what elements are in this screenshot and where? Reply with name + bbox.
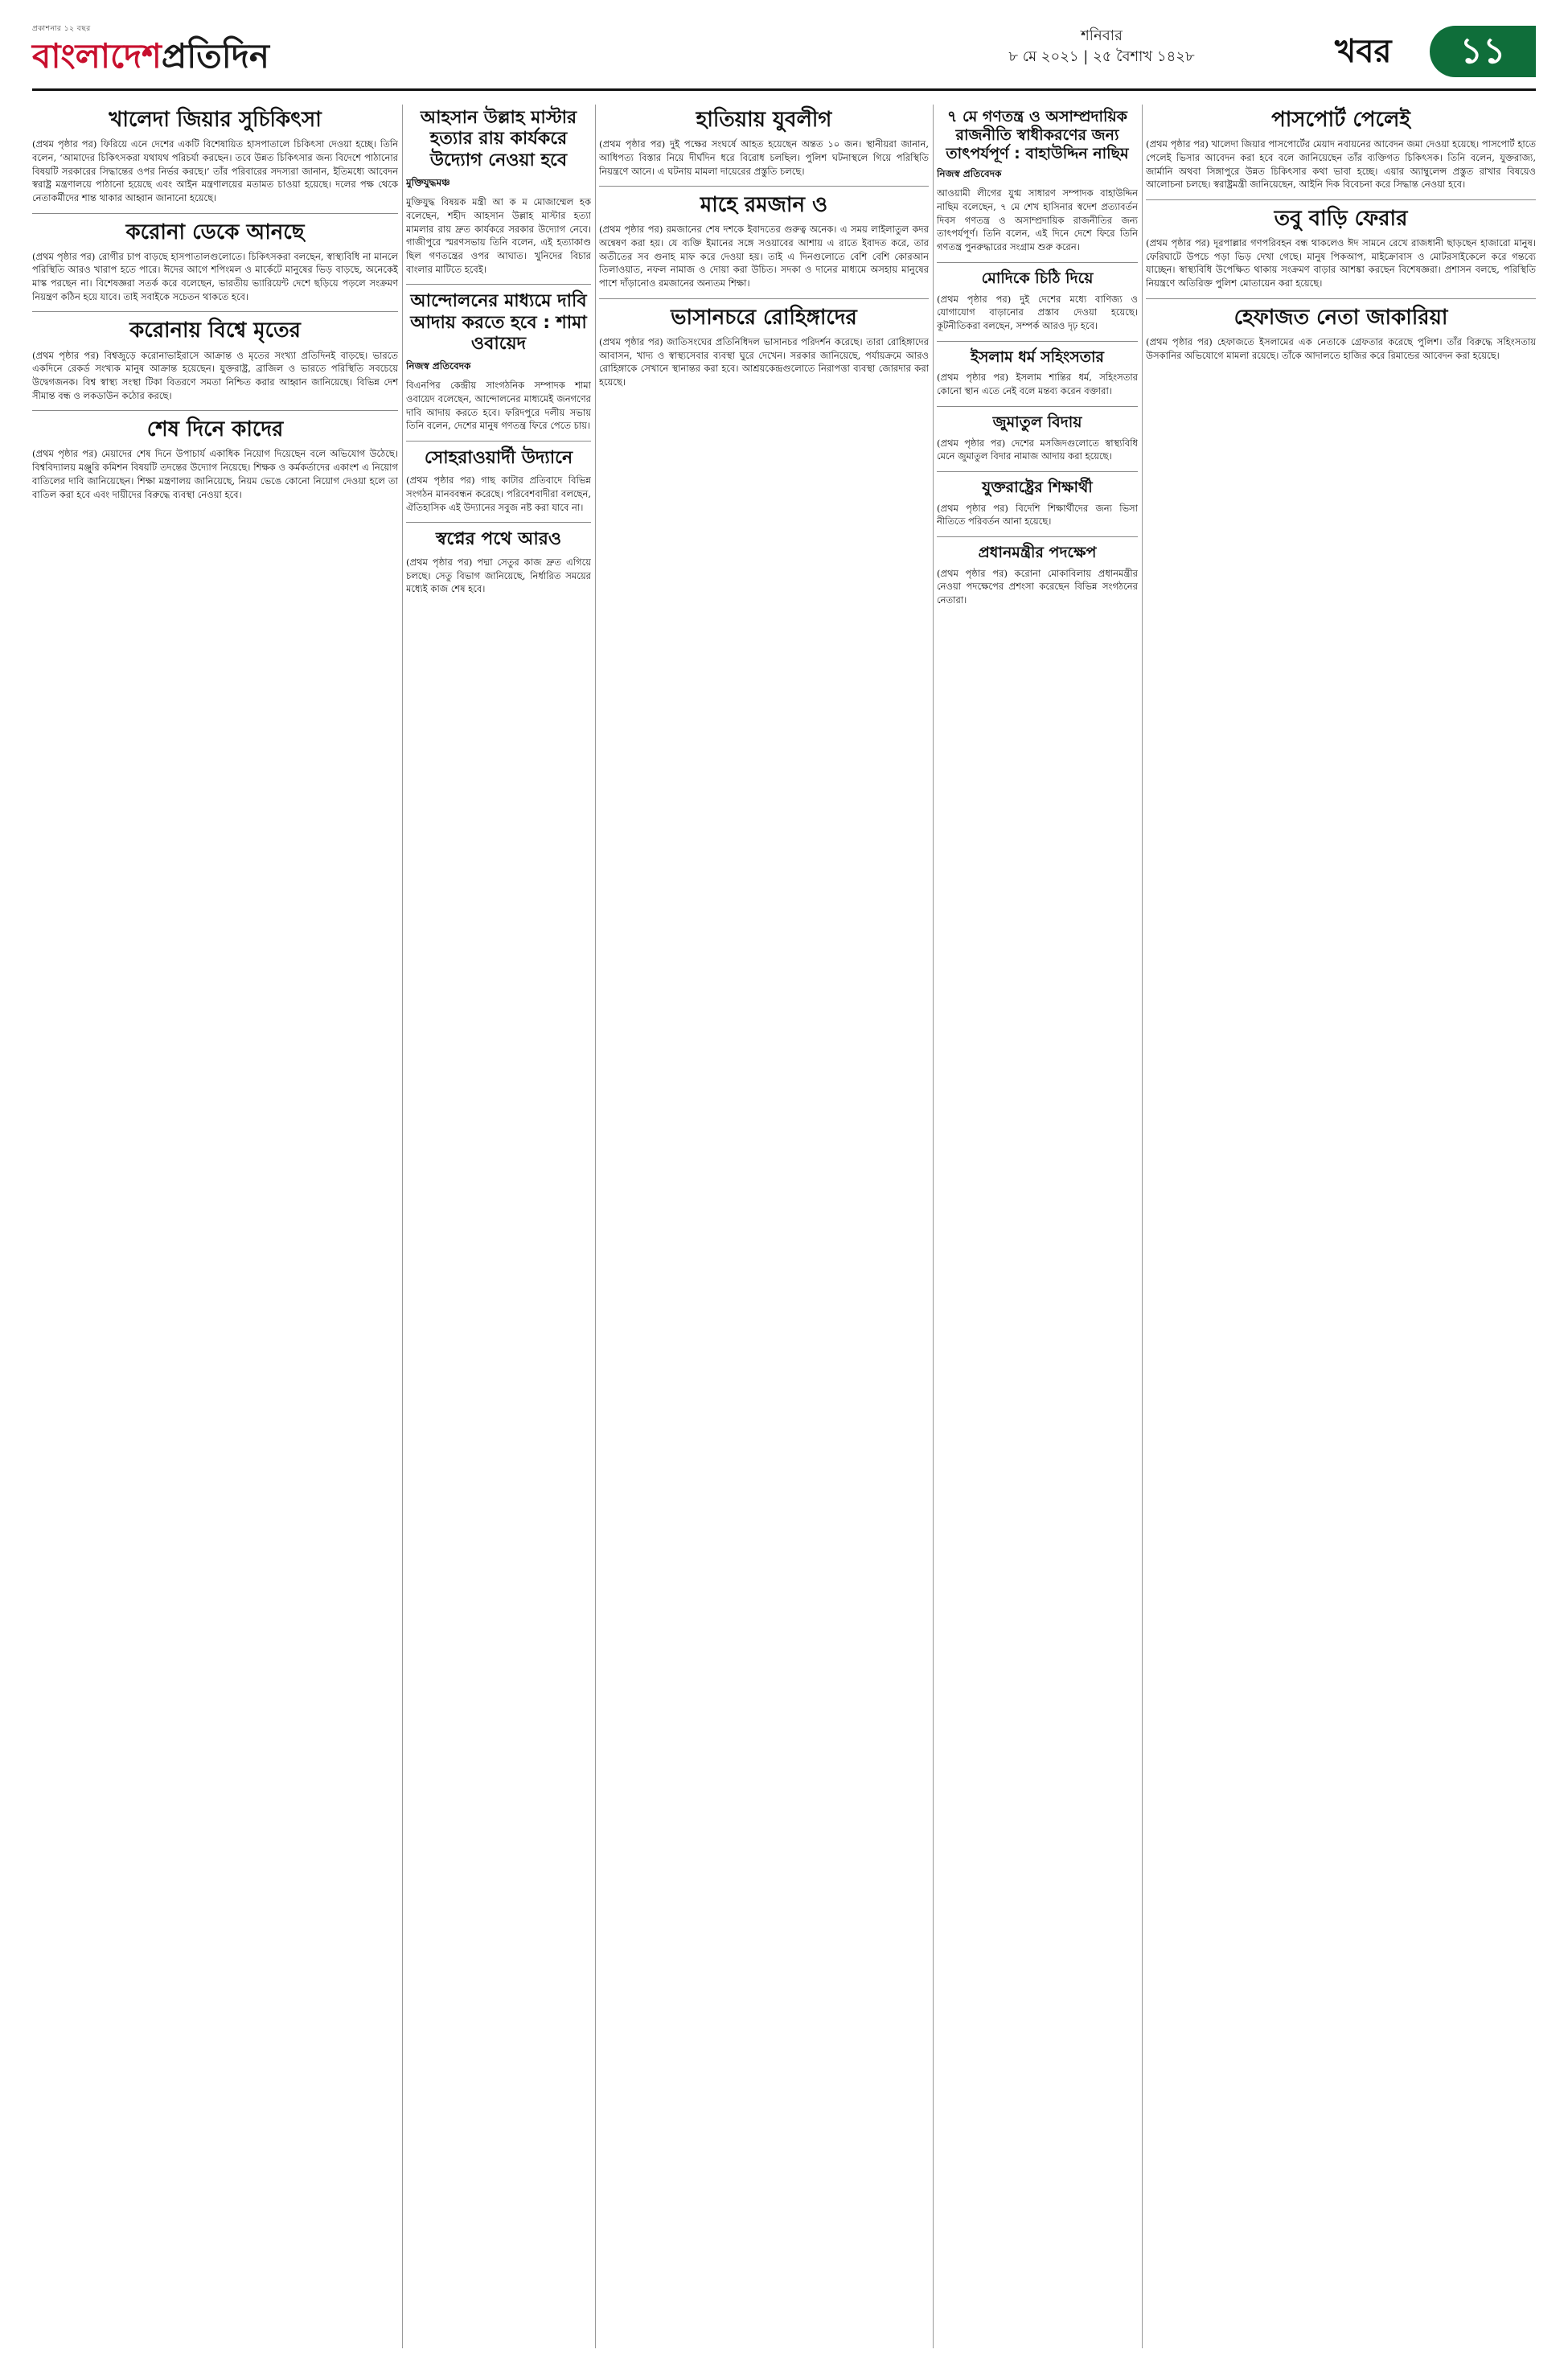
- article-body: (প্রথম পৃষ্ঠার পর) রোগীর চাপ বাড়ছে হাসপাতালগুলোতে। চিকিৎসকরা বলছেন, স্বাস্থ্যবিধি না মানলে পরিস্থিতি আরও খারাপ হতে পারে। ঈদের আগে শপিংমল ও মার্কেটে মানুষের ভিড় বাড়ছে, অনেকেই মাস্ক পরছেন না। বিশেষজ্ঞরা সতর্ক করে বলেছেন, ভারতীয় ভ্যারিয়েন্ট দেশে ছড়িয়ে পড়লে সংক্রমণ নিয়ন্ত্রণ কঠিন হয়ে যাবে। তাই সবাইকে সচেতন থাকতে হবে।: [32, 250, 398, 302]
- article-headline[interactable]: হাতিয়ায় যুবলীগ: [696, 108, 832, 132]
- weekday: শনিবার: [1081, 27, 1123, 44]
- article-headline[interactable]: আহসান উল্লাহ মাস্টার হত্যার রায় কার্যকরে উদ্যোগ নেওয়া হবে: [420, 108, 577, 170]
- article-headline[interactable]: খালেদা জিয়ার সুচিকিৎসা: [109, 108, 322, 132]
- article-headline[interactable]: তবু বাড়ি ফেরার: [1274, 206, 1408, 231]
- article-headline[interactable]: পাসপোর্ট পেলেই: [1271, 108, 1410, 132]
- column-3: [599, 105, 929, 2348]
- article-headline[interactable]: আন্দোলনের মাধ্যমে দাবি আদায় করতে হবে : শামা ওবায়েদ: [410, 291, 587, 354]
- article-byline: নিজস্ব প্রতিবেদক: [937, 168, 1002, 180]
- article-body: (প্রথম পৃষ্ঠার পর) করোনা মোকাবিলায় প্রধানমন্ত্রীর নেওয়া পদক্ষেপের প্রশংসা করেছেন বিভিন্ন সংগঠনের নেতারা।: [937, 567, 1138, 606]
- article-separator: [937, 536, 1138, 537]
- article-body: (প্রথম পৃষ্ঠার পর) পদ্মা সেতুর কাজ দ্রুত এগিয়ে চলছে। সেতু বিভাগ জানিয়েছে, নির্ধারিত সময়ের মধ্যেই কাজ শেষ হবে।: [406, 556, 591, 595]
- article-body: (প্রথম পৃষ্ঠার পর) দুই পক্ষের সংঘর্ষে আহত হয়েছেন অন্তত ১০ জন। স্থানীয়রা জানান, আধিপত্য বিস্তার নিয়ে দীর্ঘদিন ধরে বিরোধ চলছিল। পুলিশ ঘটনাস্থলে গিয়ে পরিস্থিতি নিয়ন্ত্রণে আনে। এ ঘটনায় মামলা দায়েরের প্রস্তুতি চলছে।: [599, 138, 929, 177]
- page-number-badge: ১১: [1430, 26, 1536, 77]
- article-body: বিএনপির কেন্দ্রীয় সাংগঠনিক সম্পাদক শামা ওবায়েদ বলেছেন, আন্দোলনের মাধ্যমেই জনগণের দাবি আদায় করতে হবে। ফরিদপুরে দলীয় সভায় তিনি বলেন, দেশের মানুষ গণতন্ত্র ফিরে পেতে চায়।: [406, 380, 591, 432]
- article-separator: [1146, 199, 1536, 200]
- article-headline[interactable]: যুক্তরাষ্ট্রের শিক্ষার্থী: [982, 478, 1093, 496]
- article-body: (প্রথম পৃষ্ঠার পর) জাতিসংঘের প্রতিনিধিদল ভাসানচর পরিদর্শন করেছে। তারা রোহিঙ্গাদের আবাসন, খাদ্য ও স্বাস্থ্যসেবার ব্যবস্থা ঘুরে দেখেন। সরকার জানিয়েছে, পর্যায়ক্রমে আরও রোহিঙ্গাকে সেখানে স্থানান্তর করা হবে। আশ্রয়কেন্দ্রগুলোতে নিরাপত্তা ব্যবস্থা জোরদার করা হয়েছে।: [599, 335, 929, 388]
- article-body: (প্রথম পৃষ্ঠার পর) দুই দেশের মধ্যে বাণিজ্য ও যোগাযোগ বাড়ানোর প্রস্তাব দেওয়া হয়েছে। কূটনীতিকরা বলছেন, সম্পর্ক আরও দৃঢ় হবে।: [937, 293, 1138, 331]
- article-separator: [937, 406, 1138, 407]
- article-body: (প্রথম পৃষ্ঠার পর) মেয়াদের শেষ দিনে উপাচার্য একাধিক নিয়োগ দিয়েছেন বলে অভিযোগ উঠেছে। বিশ্ববিদ্যালয় মঞ্জুরি কমিশন বিষয়টি তদন্তের উদ্যোগ নিয়েছে। শিক্ষক ও কর্মকর্তাদের একাংশ এ নিয়োগ বাতিলের দাবি জানিয়েছেন। শিক্ষা মন্ত্রণালয় জানিয়েছে, নিয়ম ভেঙে কোনো নিয়োগ দেওয়া হলে তা বাতিল করা হবে এবং দায়ীদের বিরুদ্ধে ব্যবস্থা নেওয়া হবে।: [32, 448, 398, 500]
- masthead-rule: [32, 88, 1536, 91]
- article-body: (প্রথম পৃষ্ঠার পর) বিশ্বজুড়ে করোনাভাইরাসে আক্রান্ত ও মৃতের সংখ্যা প্রতিদিনই বাড়ছে। ভারতে একদিনে রেকর্ড সংখ্যক মানুষ আক্রান্ত হয়েছেন। যুক্তরাষ্ট্র, ব্রাজিল ও ভারতে পরিস্থিতি সবচেয়ে উদ্বেগজনক। বিশ্ব স্বাস্থ্য সংস্থা টিকা বিতরণে সমতা নিশ্চিত করার আহ্বান জানিয়েছে। বিভিন্ন দেশ সীমান্ত বন্ধ ও লকডাউন কঠোর করছে।: [32, 349, 398, 401]
- article-separator: [599, 186, 929, 187]
- article-byline: নিজস্ব প্রতিবেদক: [406, 360, 471, 372]
- masthead-brand: [32, 23, 370, 90]
- article-body: (প্রথম পৃষ্ঠার পর) বিদেশি শিক্ষার্থীদের জন্য ভিসা নীতিতে পরিবর্তন আনা হয়েছে।: [937, 502, 1138, 528]
- article-separator: [599, 298, 929, 299]
- article-body: (প্রথম পৃষ্ঠার পর) রমজানের শেষ দশকে ইবাদতের গুরুত্ব অনেক। এ সময় লাইলাতুল কদর অন্বেষণ করা হয়। যে ব্যক্তি ইমানের সঙ্গে সওয়াবের আশায় এ রাতে ইবাদত করে, তার অতীতের সব গুনাহ মাফ করে দেওয়া হয়। তাই এ দিনগুলোতে বেশি বেশি কোরআন তিলাওয়াত, নফল নামাজ ও দোয়া করা উচিত। সদকা ও দানের মাধ্যমে অসহায় মানুষের পাশে দাঁড়ানোও রমজানের অন্যতম শিক্ষা।: [599, 224, 929, 290]
- article-subhead: মুক্তিযুদ্ধমঞ্চ: [406, 177, 450, 189]
- article-headline[interactable]: করোনা ডেকে আনছে: [125, 220, 305, 244]
- column-divider: [595, 105, 596, 2348]
- column-divider: [402, 105, 403, 2348]
- article-separator: [406, 441, 591, 442]
- article-separator: [406, 522, 591, 523]
- article-headline[interactable]: সোহরাওয়ার্দী উদ্যানে: [424, 448, 573, 469]
- column-1: [32, 105, 398, 2348]
- article-headline[interactable]: মাহে রমজান ও: [700, 193, 828, 218]
- article-body: (প্রথম পৃষ্ঠার পর) ইসলাম শান্তির ধর্ম, সহিংসতার কোনো স্থান এতে নেই বলে মন্তব্য করেন বক্তারা।: [937, 372, 1138, 397]
- article-headline[interactable]: স্বপ্নের পথে আরও: [435, 529, 562, 550]
- masthead: [32, 19, 1536, 93]
- article-separator: [937, 471, 1138, 472]
- article-body: (প্রথম পৃষ্ঠার পর) হেফাজতে ইসলামের এক নেতাকে গ্রেফতার করেছে পুলিশ। তাঁর বিরুদ্ধে সহিংসতায় উসকানির অভিযোগে মামলা রয়েছে। তাঁকে আদালতে হাজির করে রিমান্ডের আবেদন করা হয়েছে।: [1146, 335, 1536, 361]
- article-body: মুক্তিযুদ্ধ বিষয়ক মন্ত্রী আ ক ম মোজাম্মেল হক বলেছেন, শহীদ আহসান উল্লাহ মাস্টার হত্যা মামলার রায় দ্রুত কার্যকরে সরকার উদ্যোগ নেবে। গাজীপুরে স্মরণসভায় তিনি বলেন, এই হত্যাকাণ্ড ছিল গণতন্ত্রের ওপর আঘাত। খুনিদের বিচার বাংলার মাটিতে হবেই।: [406, 196, 591, 275]
- article-headline[interactable]: জুমাতুল বিদায়: [992, 413, 1082, 431]
- article-separator: [32, 213, 398, 214]
- article-headline[interactable]: করোনায় বিশ্বে মৃতের: [129, 318, 301, 343]
- article-body: (প্রথম পৃষ্ঠার পর) দূরপাল্লার গণপরিবহন বন্ধ থাকলেও ঈদ সামনে রেখে রাজধানী ছাড়ছেন হাজারো মানুষ। ফেরিঘাটে উপচে পড়া ভিড় দেখা গেছে। মানুষ পিকআপ, মাইক্রোবাস ও মোটরসাইকেলে করে গন্তব্যে যাচ্ছেন। স্বাস্থ্যবিধি উপেক্ষিত থাকায় সংক্রমণ বাড়ার আশঙ্কা করছেন বিশেষজ্ঞরা। প্রশাসন বলছে, পরিস্থিতি নিয়ন্ত্রণে অতিরিক্ত পুলিশ মোতায়েন করা হয়েছে।: [1146, 237, 1536, 290]
- article-body: (প্রথম পৃষ্ঠার পর) দেশের মসজিদগুলোতে স্বাস্থ্যবিধি মেনে জুমাতুল বিদার নামাজ আদায় করা হয়েছে।: [937, 437, 1138, 462]
- column-divider: [1142, 105, 1143, 2348]
- column-4: [937, 105, 1138, 2348]
- article-separator: [32, 410, 398, 411]
- article-headline[interactable]: ভাসানচরে রোহিঙ্গাদের: [671, 305, 857, 330]
- article-separator: [1146, 298, 1536, 299]
- article-separator: [406, 284, 591, 285]
- article-separator: [937, 262, 1138, 263]
- masthead-date-block: [949, 26, 1254, 68]
- article-separator: [937, 341, 1138, 342]
- column-divider: [933, 105, 934, 2348]
- article-headline[interactable]: হেফাজত নেতা জাকারিয়া: [1233, 305, 1448, 330]
- masthead-section: [1335, 26, 1536, 77]
- article-headline[interactable]: শেষ দিনে কাদের: [146, 417, 284, 442]
- article-headline[interactable]: ৭ মে গণতন্ত্র ও অসাম্প্রদায়িক রাজনীতি স্বাধীকরণের জন্য তাৎপর্যপূর্ণ : বাহাউদ্দিন নাছিম: [946, 108, 1129, 162]
- article-headline[interactable]: ইসলাম ধর্ম সহিংসতার: [971, 347, 1104, 366]
- masthead-tagline: প্রকাশনার ১২ বছর: [32, 25, 91, 33]
- logo-part-b: প্রতিদিন: [161, 36, 269, 76]
- article-headline[interactable]: মোদিকে চিঠি দিয়ে: [981, 269, 1094, 287]
- article-body: (প্রথম পৃষ্ঠার পর) ফিরিয়ে এনে দেশের একটি বিশেষায়িত হাসপাতালে চিকিৎসা দেওয়া হচ্ছে। তিনি বলেন, ‘আমাদের চিকিৎসকরা যথাযথ পরিচর্যা করছেন। তবে উন্নত চিকিৎসার জন্য বিদেশে পাঠানোর বিষয়টি সরকারের সিদ্ধান্তের ওপর নির্ভর করছে।’ তাঁর পরিবারের সদস্যরা জানান, ইতিমধ্যে আবেদন স্বরাষ্ট্র মন্ত্রণালয়ে পাঠানো হয়েছে এবং আইন মন্ত্রণালয়ের মতামত চাওয়া হয়েছে। দলের পক্ষ থেকে নেতাকর্মীদের শান্ত থাকার আহ্বান জানানো হয়েছে।: [32, 138, 398, 203]
- column-2: [406, 105, 591, 2348]
- article-headline[interactable]: প্রধানমন্ত্রীর পদক্ষেপ: [978, 543, 1097, 561]
- column-5: [1146, 105, 1536, 2348]
- article-body: (প্রথম পৃষ্ঠার পর) খালেদা জিয়ার পাসপোর্টের মেয়াদ নবায়নের আবেদন জমা দেওয়া হয়েছে। পাসপোর্ট হাতে পেলেই ভিসার আবেদন করা হবে বলে জানিয়েছেন তাঁর ব্যক্তিগত চিকিৎসক। তিনি বলেন, যুক্তরাজ্য, জার্মানি অথবা সিঙ্গাপুরে উন্নত চিকিৎসার কথা ভাবা হচ্ছে। এয়ার অ্যাম্বুলেন্স প্রস্তুত রাখার বিষয়েও আলোচনা চলছে। স্বরাষ্ট্রমন্ত্রী জানিয়েছেন, আইনি দিক বিবেচনা করে সিদ্ধান্ত নেওয়া হবে।: [1146, 138, 1536, 191]
- issue-date: ৮ মে ২০২১ | ২৫ বৈশাখ ১৪২৮: [1008, 48, 1195, 65]
- section-label: খবর: [1335, 33, 1392, 70]
- logo-part-a: বাংলাদেশ: [32, 36, 162, 76]
- newspaper-logo[interactable]: [32, 36, 370, 76]
- article-body: আওয়ামী লীগের যুগ্ম সাধারণ সম্পাদক বাহাউদ্দিন নাছিম বলেছেন, ৭ মে শেখ হাসিনার স্বদেশ প্রত্যাবর্তন দিবস গণতন্ত্র ও অসাম্প্রদায়িক রাজনীতির জন্য তাৎপর্যপূর্ণ। তিনি বলেন, এই দিনে দেশে ফিরে তিনি গণতন্ত্র পুনরুদ্ধারের সংগ্রাম শুরু করেন।: [937, 187, 1138, 253]
- article-separator: [32, 311, 398, 312]
- article-body: (প্রথম পৃষ্ঠার পর) গাছ কাটার প্রতিবাদে বিভিন্ন সংগঠন মানববন্ধন করেছে। পরিবেশবাদীরা বলছেন, ঐতিহাসিক এই উদ্যানের সবুজ নষ্ট করা যাবে না।: [406, 474, 591, 513]
